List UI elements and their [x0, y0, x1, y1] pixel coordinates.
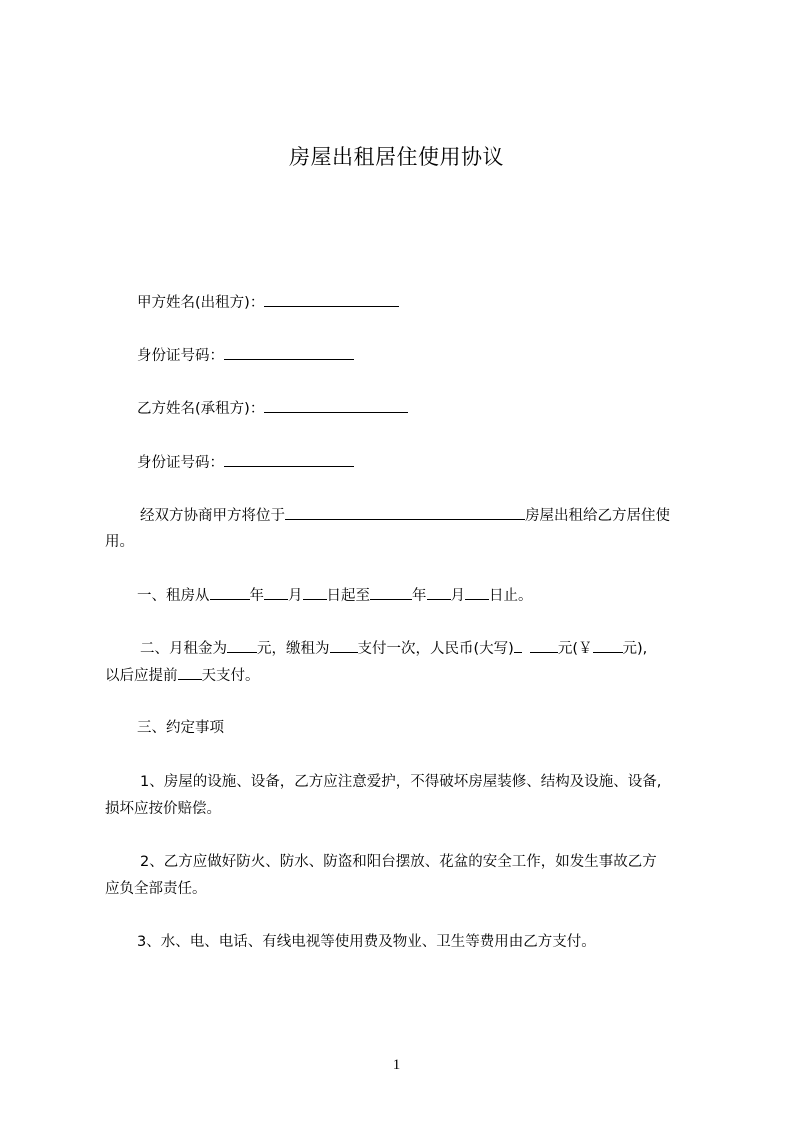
clause-1-rental-period	[137, 585, 533, 606]
property-address-blank	[285, 505, 525, 520]
clause-1-text: 月	[288, 588, 303, 604]
start-month-blank	[264, 585, 288, 600]
end-year-blank	[370, 585, 412, 600]
clause-2-text: 以后应提前	[105, 668, 178, 684]
party-a-name-line	[137, 292, 399, 313]
clause-2-rent	[140, 638, 647, 659]
clause-1-text: 年	[249, 588, 264, 604]
item-2-line-1: 2、乙方应做好防火、防水、防盗和阳台摆放、花盆的安全工作，如发生事故乙方	[140, 854, 657, 870]
party-b-name-line	[137, 398, 408, 419]
amount-words-blank	[514, 638, 522, 653]
party-a-name-label: 甲方姓名(出租方)：	[137, 295, 265, 311]
party-b-id-label: 身份证号码：	[137, 455, 224, 471]
end-month-blank	[427, 585, 451, 600]
party-b-id-blank	[224, 452, 354, 467]
intro-suffix: 房屋出租给乙方居住使	[525, 508, 670, 524]
party-b-name-label: 乙方姓名(承租方)：	[137, 401, 265, 417]
amount-figures-blank	[593, 638, 623, 653]
document-title: 房屋出租居住使用协议	[289, 145, 504, 169]
party-a-id-label: 身份证号码：	[137, 348, 224, 364]
clause-2-continuation	[105, 665, 260, 686]
clause-1-text: 日止。	[489, 588, 533, 604]
clause-2-text: 天支付。	[201, 668, 260, 684]
intro-line	[140, 505, 670, 526]
intro-prefix: 经双方协商甲方将位于	[140, 508, 285, 524]
monthly-rent-blank	[227, 638, 257, 653]
clause-1-text: 月	[450, 588, 465, 604]
item-1-line-2: 损坏应按价赔偿。	[105, 801, 221, 817]
payment-period-blank	[330, 638, 358, 653]
clause-3-heading: 三、约定事项	[137, 720, 224, 736]
advance-days-blank	[178, 665, 202, 680]
clause-2-text: 元(￥	[557, 641, 593, 657]
end-day-blank	[465, 585, 489, 600]
clause-2-text: 元),	[622, 641, 648, 657]
item-2-line-2: 应负全部责任。	[105, 881, 207, 897]
party-a-id-line	[137, 345, 354, 366]
clause-2-text: 二、月租金为	[140, 641, 227, 657]
start-day-blank	[303, 585, 327, 600]
clause-2-text: 元，缴租为	[257, 641, 330, 657]
clause-1-text: 年	[412, 588, 427, 604]
item-3: 3、水、电、电话、有线电视等使用费及物业、卫生等费用由乙方支付。	[137, 934, 596, 950]
amount-words-blank-2	[530, 638, 558, 653]
party-b-id-line	[137, 452, 354, 473]
intro-continuation: 用。	[105, 534, 134, 550]
page-number: 1	[392, 1057, 401, 1073]
party-a-name-blank	[264, 292, 399, 307]
start-year-blank	[210, 585, 250, 600]
clause-1-text: 日起至	[326, 588, 370, 604]
clause-2-text: 支付一次，人民币(大写)	[357, 641, 514, 657]
party-a-id-blank	[224, 345, 354, 360]
item-1-line-1: 1、房屋的设施、设备，乙方应注意爱护，不得破坏房屋装修、结构及设施、设备,	[140, 774, 662, 790]
party-b-name-blank	[264, 398, 408, 413]
clause-1-text: 一、租房从	[137, 588, 210, 604]
